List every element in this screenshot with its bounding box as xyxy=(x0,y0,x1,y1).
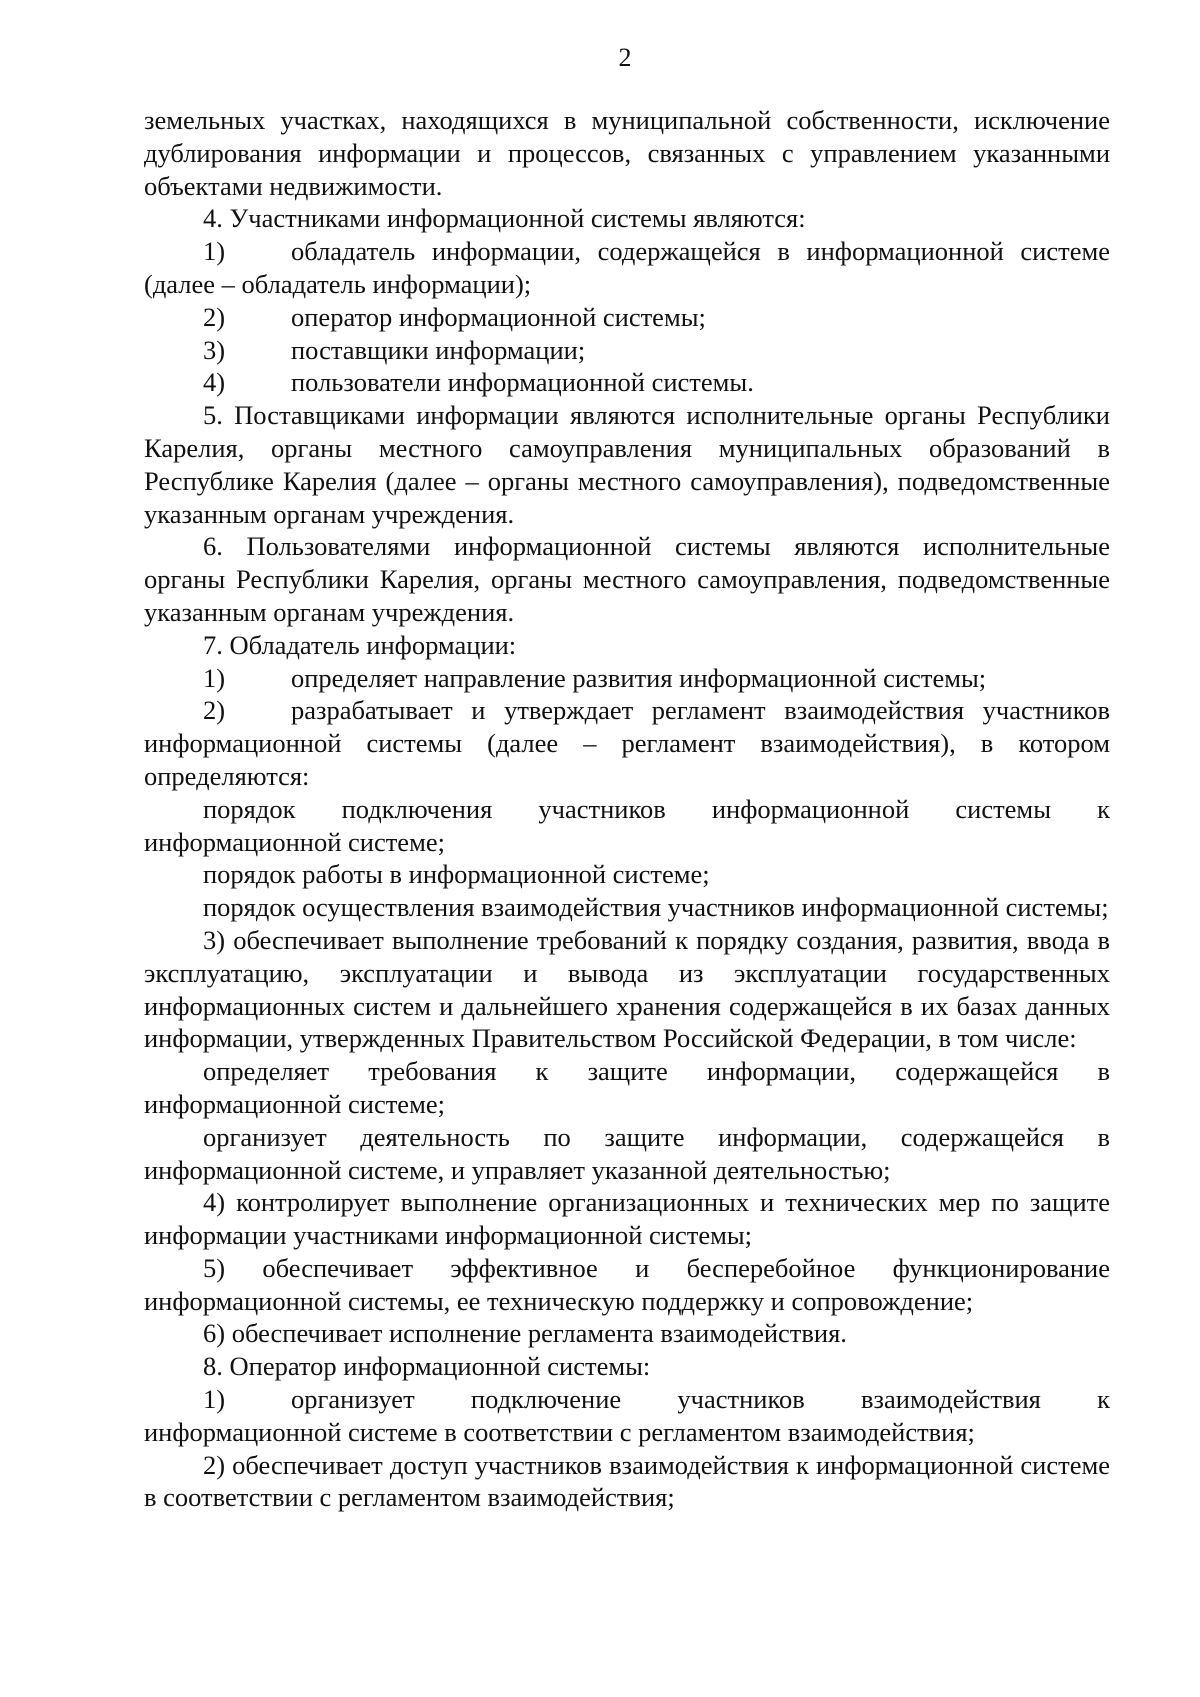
list-item-7-1 xyxy=(144,662,1110,695)
list-item-number: 1) xyxy=(203,662,226,693)
list-item-7-5: 5) обеспечивает эффективное и бесперебойное функционирование информационной системы, ее техническую поддержку и сопровождение; xyxy=(144,1252,1110,1316)
list-item-8-1 xyxy=(144,1383,1110,1449)
paragraph-item-8-heading: 8. Оператор информационной системы: xyxy=(203,1351,651,1382)
paragraph-item-4-heading: 4. Участниками информационной системы являются: xyxy=(203,203,806,234)
list-item-4-4 xyxy=(144,366,1110,399)
document-body xyxy=(144,104,1110,1514)
list-item-text: разрабатывает и утверждает регламент взаимодействия участников информационной системы (далее – регламент взаимодействия), в котором определяются: xyxy=(144,695,1110,791)
list-item-7-3: 3) обеспечивает выполнение требований к порядку создания, развития, ввода в эксплуатацию, эксплуатации и вывода из эксплуатации государственных информационных систем и дальнейшего хранения содержащейся в их базах данных информации, утвержденных Правительством Российской Федерации, в том числе: xyxy=(144,924,1110,1054)
sub-item-interaction-order: порядок осуществления взаимодействия участников информационной системы; xyxy=(203,892,1109,923)
sub-item-protection-activity: организует деятельность по защите информации, содержащейся в информационной системе, и управляет указанной деятельностью; xyxy=(144,1121,1110,1185)
list-item-7-2 xyxy=(144,694,1110,792)
list-item-number: 4) xyxy=(203,367,226,398)
sub-item-protection-requirements: определяет требования к защите информации, содержащейся в информационной системе; xyxy=(144,1056,1110,1119)
list-item-4-2 xyxy=(144,301,1110,334)
list-item-8-2: 2) обеспечивает доступ участников взаимодействия к информационной системе в соответствии с регламентом взаимодействия; xyxy=(144,1449,1110,1513)
list-item-number: 1) xyxy=(203,236,226,267)
paragraph-item-6: 6. Пользователями информационной системы являются исполнительные органы Республики Карелия, органы местного самоуправления, подведомственные указанным органам учреждения. xyxy=(144,531,1110,627)
list-item-number: 2) xyxy=(203,301,226,332)
list-item-number: 1) xyxy=(203,1384,226,1415)
list-item-text: организует подключение участников взаимодействия к информационной системе в соответствии с регламентом взаимодействия; xyxy=(144,1384,1110,1447)
page-number: 2 xyxy=(618,43,632,72)
paragraph-item-5: 5. Поставщиками информации являются исполнительные органы Республики Карелия, органы местного самоуправления муниципальных образований в Республике Карелия (далее – органы местного самоуправления), подведомственные указанным органам учреждения. xyxy=(144,400,1110,529)
sub-item-connection-order: порядок подключения участников информационной системы к информационной системе; xyxy=(144,793,1110,857)
list-item-number: 3) xyxy=(203,334,226,365)
sub-item-work-order: порядок работы в информационной системе; xyxy=(203,859,710,890)
list-item-7-6: 6) обеспечивает исполнение регламента взаимодействия. xyxy=(203,1318,847,1349)
list-item-text: определяет направление развития информационной системы; xyxy=(291,662,987,693)
list-item-7-4: 4) контролирует выполнение организационных и технических мер по защите информации участниками информационной системы; xyxy=(144,1187,1110,1251)
list-item-4-3 xyxy=(144,334,1110,367)
paragraph-item-7-heading: 7. Обладатель информации: xyxy=(203,629,517,660)
list-item-text: обладатель информации, содержащейся в информационной системе (далее – обладатель информации); xyxy=(144,236,1110,299)
list-item-text: пользователи информационной системы. xyxy=(291,367,754,398)
list-item-4-1 xyxy=(144,235,1110,301)
paragraph-continuation: земельных участках, находящихся в муниципальной собственности, исключение дублирования информации и процессов, связанных с управлением указанными объектами недвижимости. xyxy=(144,105,1110,201)
list-item-text: оператор информационной системы; xyxy=(291,301,706,332)
list-item-text: поставщики информации; xyxy=(291,334,586,365)
list-item-number: 2) xyxy=(203,695,226,726)
